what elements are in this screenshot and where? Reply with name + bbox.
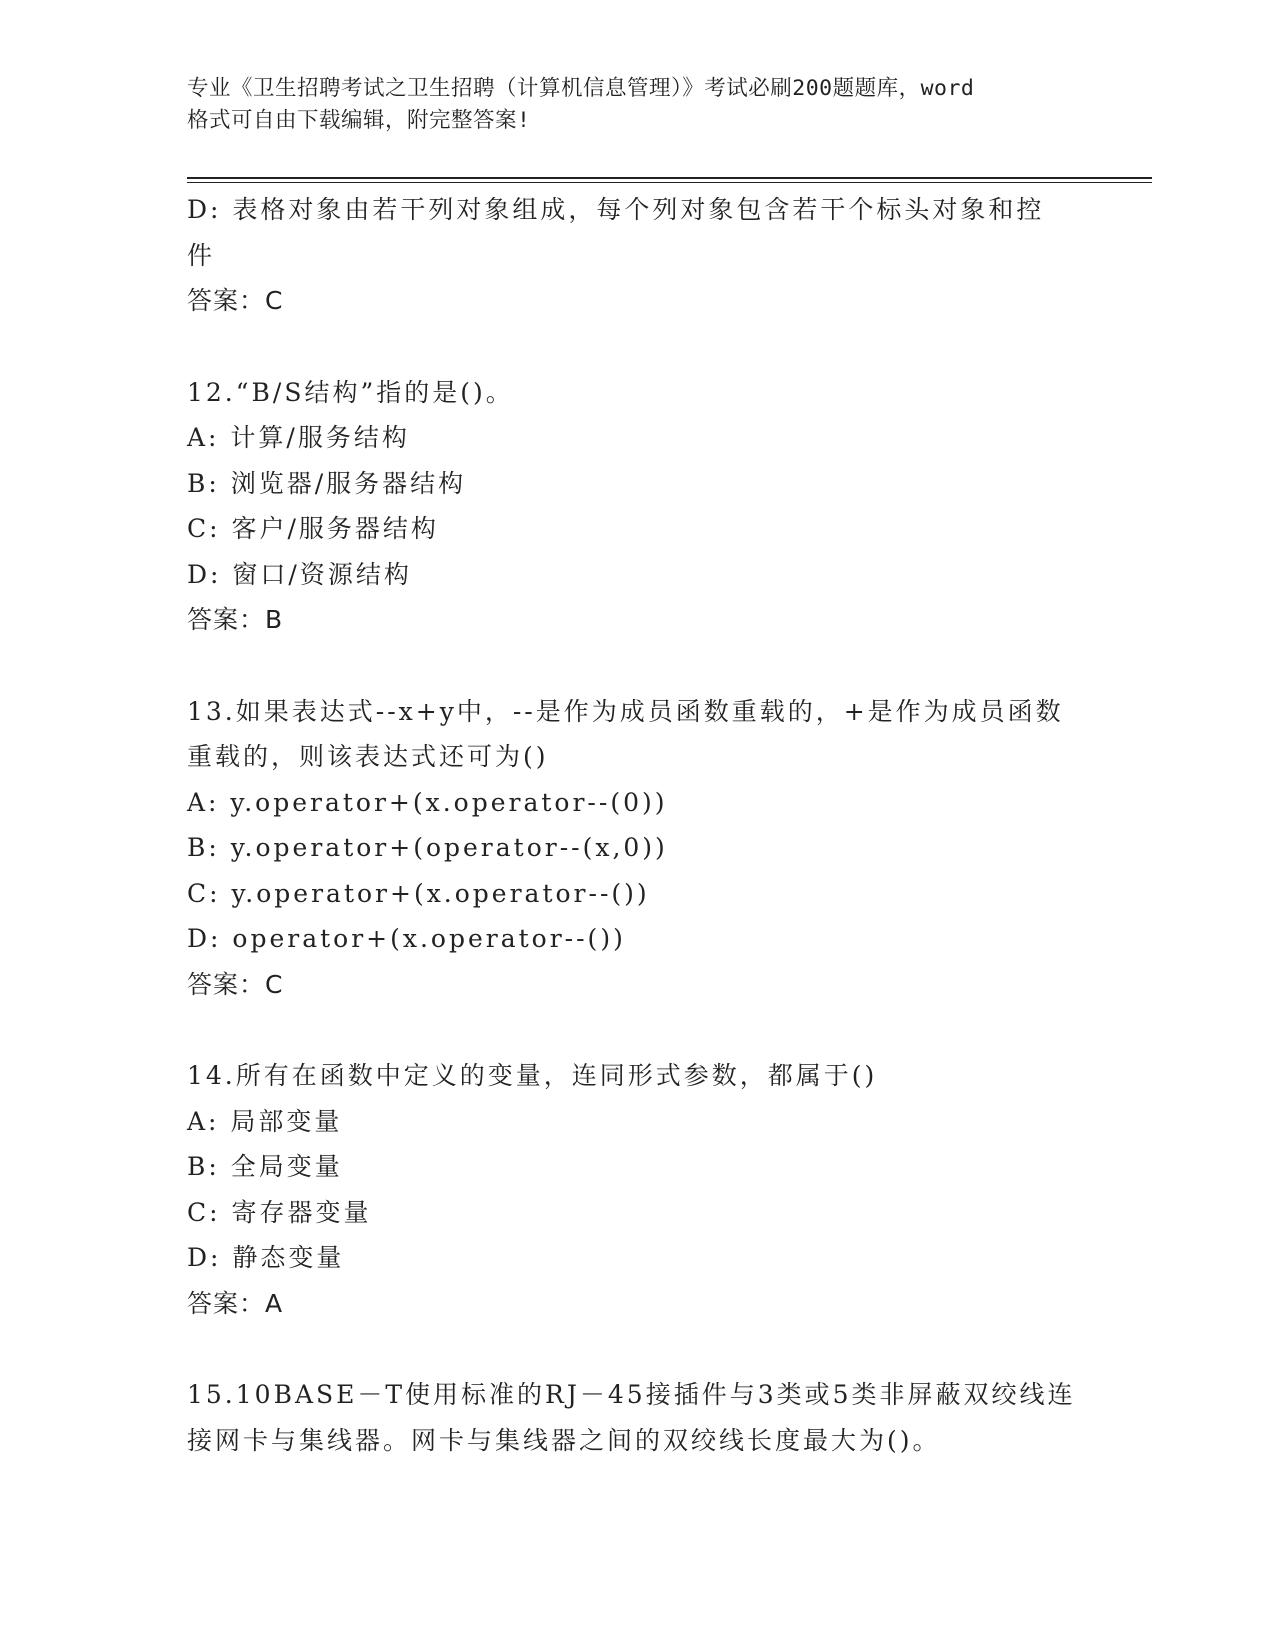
header-divider-thin xyxy=(187,182,1152,183)
answer-line: 答案：C xyxy=(187,286,284,315)
spacer xyxy=(187,1326,1087,1372)
spacer xyxy=(187,643,1087,689)
answer-line: 答案：C xyxy=(187,969,284,999)
question-stem-continued: 重载的，则该表达式还可为() xyxy=(187,742,549,771)
question-stem: 12.“B/S结构”指的是()。 xyxy=(187,377,514,407)
option-c: C: 寄存器变量 xyxy=(187,1197,372,1227)
question-12 xyxy=(187,370,1087,643)
option-c: C: y.operator+(x.operator--()) xyxy=(187,878,650,908)
question-13 xyxy=(187,689,1087,1008)
option-a: A: 局部变量 xyxy=(187,1106,343,1136)
option-a: A: y.operator+(x.operator--(0)) xyxy=(187,787,668,817)
header-divider-thick xyxy=(187,177,1152,179)
question-stem: 13.如果表达式--x+y中，--是作为成员函数重载的，+是作为成员函数 xyxy=(187,696,1064,726)
question-15 xyxy=(187,1372,1087,1463)
option-d-continued: 件 xyxy=(187,240,216,270)
option-b: B: 浏览器/服务器结构 xyxy=(187,468,467,498)
option-c: C: 客户/服务器结构 xyxy=(187,514,439,543)
question-stem: 14.所有在函数中定义的变量，连同形式参数，都属于() xyxy=(187,1061,878,1090)
answer-line: 答案：B xyxy=(187,605,284,634)
spacer xyxy=(187,1007,1087,1053)
option-d: D: operator+(x.operator--()) xyxy=(187,924,626,953)
option-d: D: 静态变量 xyxy=(187,1243,345,1272)
question-14 xyxy=(187,1053,1087,1326)
header-title-line-2: 格式可自由下载编辑，附完整答案! xyxy=(187,108,531,133)
question-stem: 15.10BASE－T使用标准的RJ－45接插件与3类或5类非屏蔽双绞线连 xyxy=(187,1380,1076,1409)
question-list xyxy=(187,187,1087,1463)
document-header xyxy=(187,73,1087,137)
option-d: D: 表格对象由若干列对象组成，每个列对象包含若干个标头对象和控 xyxy=(187,195,1045,224)
spacer xyxy=(187,324,1087,370)
header-title-line-1: 专业《卫生招聘考试之卫生招聘（计算机信息管理）》考试必刷200题题库，word xyxy=(187,76,975,101)
answer-line: 答案：A xyxy=(187,1288,284,1318)
option-b: B: 全局变量 xyxy=(187,1152,343,1181)
question-11-tail xyxy=(187,187,1087,324)
option-b: B: y.operator+(operator--(x,0)) xyxy=(187,833,668,862)
question-stem-continued: 接网卡与集线器。网卡与集线器之间的双绞线长度最大为()。 xyxy=(187,1425,941,1455)
option-a: A: 计算/服务结构 xyxy=(187,423,410,452)
option-d: D: 窗口/资源结构 xyxy=(187,559,412,589)
